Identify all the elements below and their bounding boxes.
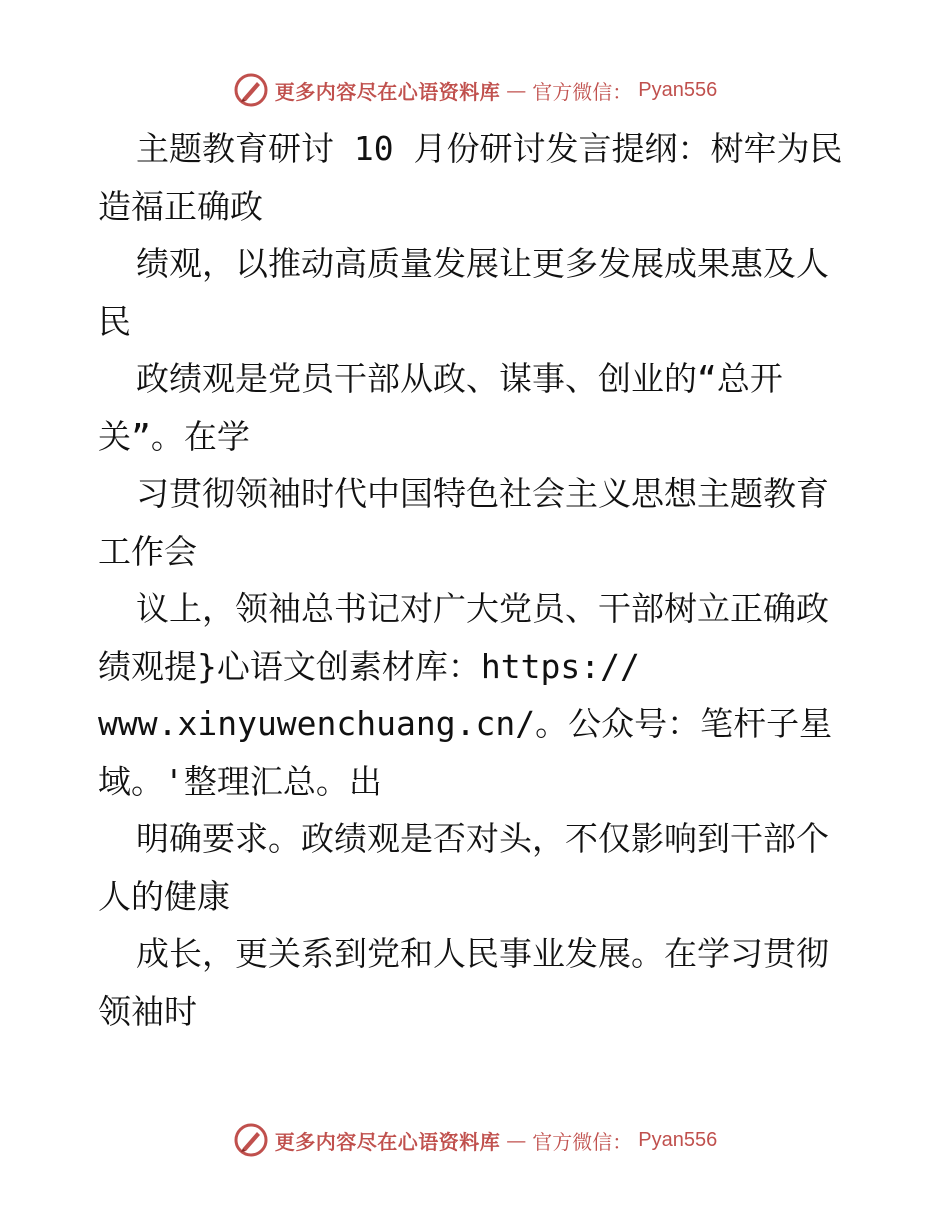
- banner-wechat-label: 官方微信：: [532, 1129, 633, 1154]
- text-line: 明确要求。政绩观是否对头，不仅影响到干部个: [136, 819, 829, 858]
- text-line: 习贯彻领袖时代中国特色社会主义思想主题教育: [136, 474, 829, 513]
- text-line: 人的健康: [98, 876, 230, 916]
- banner-title: 更多内容尽在心语资料库: [274, 1129, 501, 1154]
- text-line: 民: [98, 301, 131, 341]
- document-body: [98, 120, 858, 1040]
- paragraph: [98, 925, 858, 1040]
- text-line: 域。'整理汇总。出: [98, 761, 382, 801]
- banner-wechat-label: 官方微信：: [532, 79, 633, 104]
- header-banner: [0, 70, 950, 110]
- paragraph: [98, 350, 858, 465]
- text-line: 绩观提}心语文创素材库：https://: [98, 646, 640, 686]
- paragraph: [98, 235, 858, 350]
- paragraph: [98, 810, 858, 925]
- paragraph: [98, 120, 858, 235]
- pen-logo-icon: [233, 1122, 269, 1158]
- paragraph: [98, 580, 858, 810]
- banner-title: 更多内容尽在心语资料库: [274, 79, 501, 104]
- text-line: 议上，领袖总书记对广大党员、干部树立正确政: [136, 589, 829, 628]
- text-line: 工作会: [98, 531, 197, 571]
- banner-wechat-id: Pyan556: [638, 78, 718, 101]
- text-line: 主题教育研讨 10 月份研讨发言提纲：树牢为民: [136, 129, 843, 168]
- text-line: 造福正确政: [98, 186, 263, 226]
- text-line: 关”。在学: [98, 416, 250, 456]
- banner-separator: —: [506, 1128, 527, 1152]
- banner-separator: —: [506, 78, 527, 102]
- footer-banner: [0, 1120, 950, 1160]
- text-line: www.xinyuwenchuang.cn/。公众号：笔杆子星: [98, 704, 833, 743]
- paragraph: [98, 465, 858, 580]
- text-line: 绩观，以推动高质量发展让更多发展成果惠及人: [136, 244, 829, 283]
- text-line: 成长，更关系到党和人民事业发展。在学习贯彻: [136, 934, 829, 973]
- banner-wechat-id: Pyan556: [638, 1128, 718, 1151]
- text-line: 政绩观是党员干部从政、谋事、创业的“总开: [136, 359, 783, 398]
- pen-logo-icon: [233, 72, 269, 108]
- text-line: 领袖时: [98, 991, 197, 1031]
